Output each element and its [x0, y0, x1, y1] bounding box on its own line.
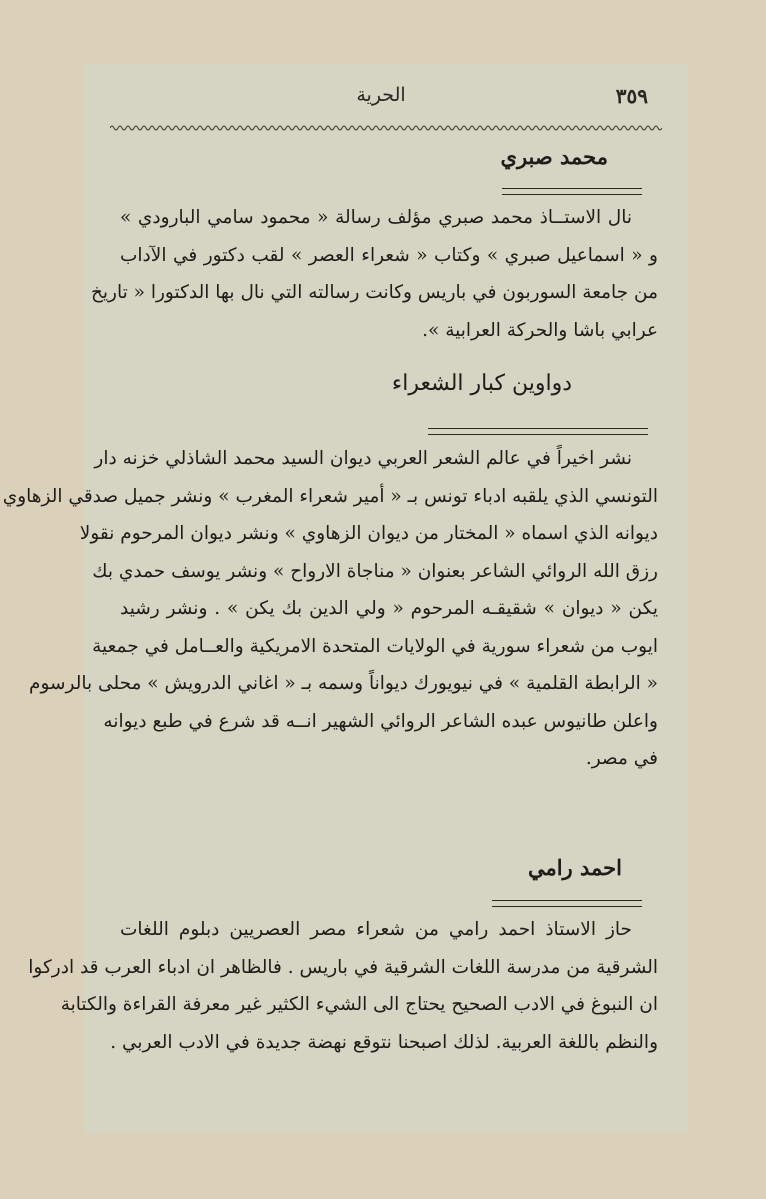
text-line: من جامعة السوربون في باريس وكانت رسالته التي نال بها الدكتورا « تاريخ: [90, 282, 658, 303]
text-line: نشر اخيراً في عالم الشعر العربي ديوان السيد محمد الشاذلي خزنه دار: [94, 448, 632, 469]
text-line: التونسي الذي يلقبه ادباء تونس بـ « أمير شعراء المغرب » ونشر جميل صدقي الزهاوي: [2, 485, 658, 507]
heading-underline: [428, 428, 648, 435]
text-line: حاز الاستاذ احمد رامي من شعراء مصر العصريين دبلوم اللغات: [120, 919, 632, 940]
heading-underline: [492, 900, 642, 907]
text-line: الشرقية من مدرسة اللغات الشرقية في باريس . فالظاهر ان ادباء العرب قد ادركوا: [28, 956, 658, 978]
page-number: ٣٥٩: [615, 84, 648, 108]
text-line: و « اسماعيل صبري » وكتاب « شعراء العصر » لقب دكتور في الآداب: [120, 244, 658, 266]
heading-underline: [502, 188, 642, 195]
section-heading-mohamed-sabri: محمد صبري: [500, 144, 608, 169]
journal-title: الحرية: [356, 84, 406, 106]
paragraph-mohamed-sabri: [90, 199, 658, 349]
text-line: ايوب من شعراء سورية في الولايات المتحدة الامريكية والعــامل في جمعية: [92, 635, 658, 657]
running-head: [114, 84, 648, 114]
text-line: ان النبوغ في الادب الصحيح يحتاج الى الشيء الكثير غير معرفة القراءة والكتابة: [60, 994, 658, 1015]
text-line: نال الاستــاذ محمد صبري مؤلف رسالة « محمود سامي البارودي »: [120, 207, 632, 228]
text-line: عرابي باشا والحركة العرابية ».: [422, 319, 658, 341]
text-line: يكن « ديوان » شقيقـه المرحوم « ولي الدين بك يكن » . ونشر رشيد: [120, 598, 658, 619]
scanned-page: [2, 64, 688, 1133]
text-line: ديوانه الذي اسماه « المختار من ديوان الزهاوي » ونشر ديوان المرحوم نقولا: [79, 523, 658, 544]
text-line: « الرابطة القلمية » في نيويورك ديواناً وسمه بـ « اغاني الدرويش » محلى بالرسوم: [29, 673, 658, 694]
section-heading-ahmed-rami: احمد رامي: [527, 855, 622, 880]
text-line: في مصر.: [585, 748, 658, 769]
text-line: رزق الله الروائي الشاعر بعنوان « مناجاة الارواح » ونشر يوسف حمدي بك: [92, 560, 658, 582]
section-heading-diwans: دواوين كبار الشعراء: [391, 371, 572, 396]
paragraph-diwans: [2, 440, 658, 778]
wavy-divider: [110, 124, 662, 132]
text-line: واعلن طانيوس عبده الشاعر الروائي الشهير انــه قد شرع في طبع ديوانه: [103, 710, 658, 732]
text-line: والنظم باللغة العربية. لذلك اصبحنا نتوقع نهضة جديدة في الادب العربي .: [110, 1031, 658, 1053]
paragraph-ahmed-rami: [28, 911, 658, 1061]
